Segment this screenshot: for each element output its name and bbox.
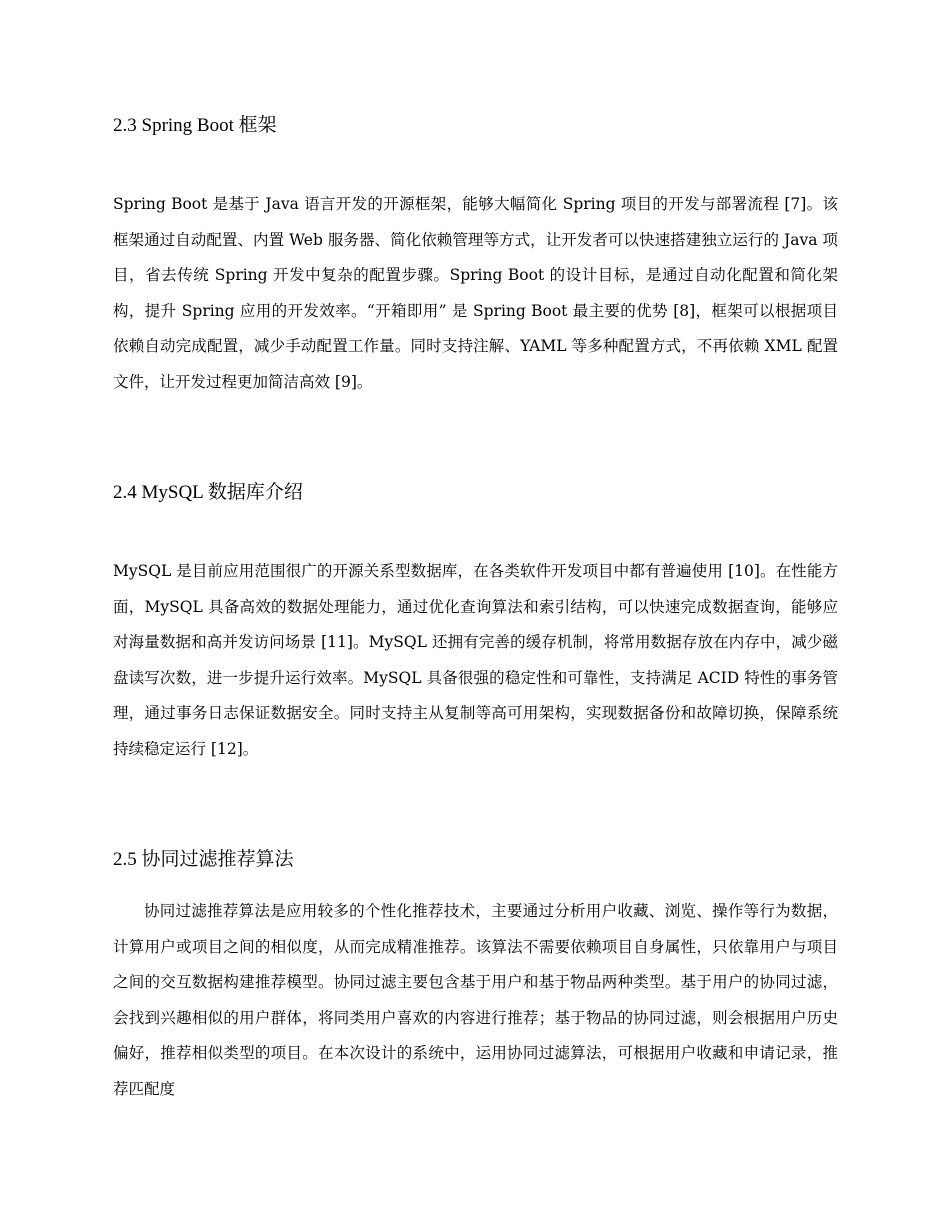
section-paragraph-2-4: MySQL 是目前应用范围很广的开源关系型数据库，在各类软件开发项目中都有普遍使用 [10]。在性能方面，MySQL 具备高效的数据处理能力，通过优化查询算法和索引结构，可以快速完成数据查询，能够应对海量数据和高并发访问场景 [11]。MySQL 还拥有完善的缓存机制，将常用数据存放在内存中，减少磁盘读写次数，进一步提升运行效率。MySQL 具备很强的稳定性和可靠性，支持满足 ACID 特性的事务管理，通过事务日志保证数据安全。同时支持主从复制等高可用架构，实现数据备份和故障切换，保障系统持续稳定运行 [12]。 (113, 562, 838, 758)
section-heading-2-3: 2.3 Spring Boot 框架 (113, 115, 277, 136)
section-heading-2-4: 2.4 MySQL 数据库介绍 (113, 482, 303, 503)
section-heading-2-5: 2.5 协同过滤推荐算法 (113, 849, 294, 870)
section-paragraph-2-3: Spring Boot 是基于 Java 语言开发的开源框架，能够大幅简化 Spring 项目的开发与部署流程 [7]。该框架通过自动配置、内置 Web 服务器、简化依赖管理等方式，让开发者可以快速搭建独立运行的 Java 项目，省去传统 Spring 开发中复杂的配置步骤。Spring Boot 的设计目标，是通过自动化配置和简化架构，提升 Spring 应用的开发效率。“开箱即用” 是 Spring Boot 最主要的优势 [8]，框架可以根据项目依赖自动完成配置，减少手动配置工作量。同时支持注解、YAML 等多种配置方式，不再依赖 XML 配置文件，让开发过程更加简洁高效 [9]。 (113, 195, 838, 391)
section-paragraph-2-5: 协同过滤推荐算法是应用较多的个性化推荐技术，主要通过分析用户收藏、浏览、操作等行为数据，计算用户或项目之间的相似度，从而完成精准推荐。该算法不需要依赖项目自身属性，只依靠用户与项目之间的交互数据构建推荐模型。协同过滤主要包含基于用户和基于物品两种类型。基于用户的协同过滤，会找到兴趣相似的用户群体，将同类用户喜欢的内容进行推荐；基于物品的协同过滤，则会根据用户历史偏好，推荐相似类型的项目。在本次设计的系统中，运用协同过滤算法，可根据用户收藏和申请记录，推荐匹配度 (113, 902, 838, 1098)
